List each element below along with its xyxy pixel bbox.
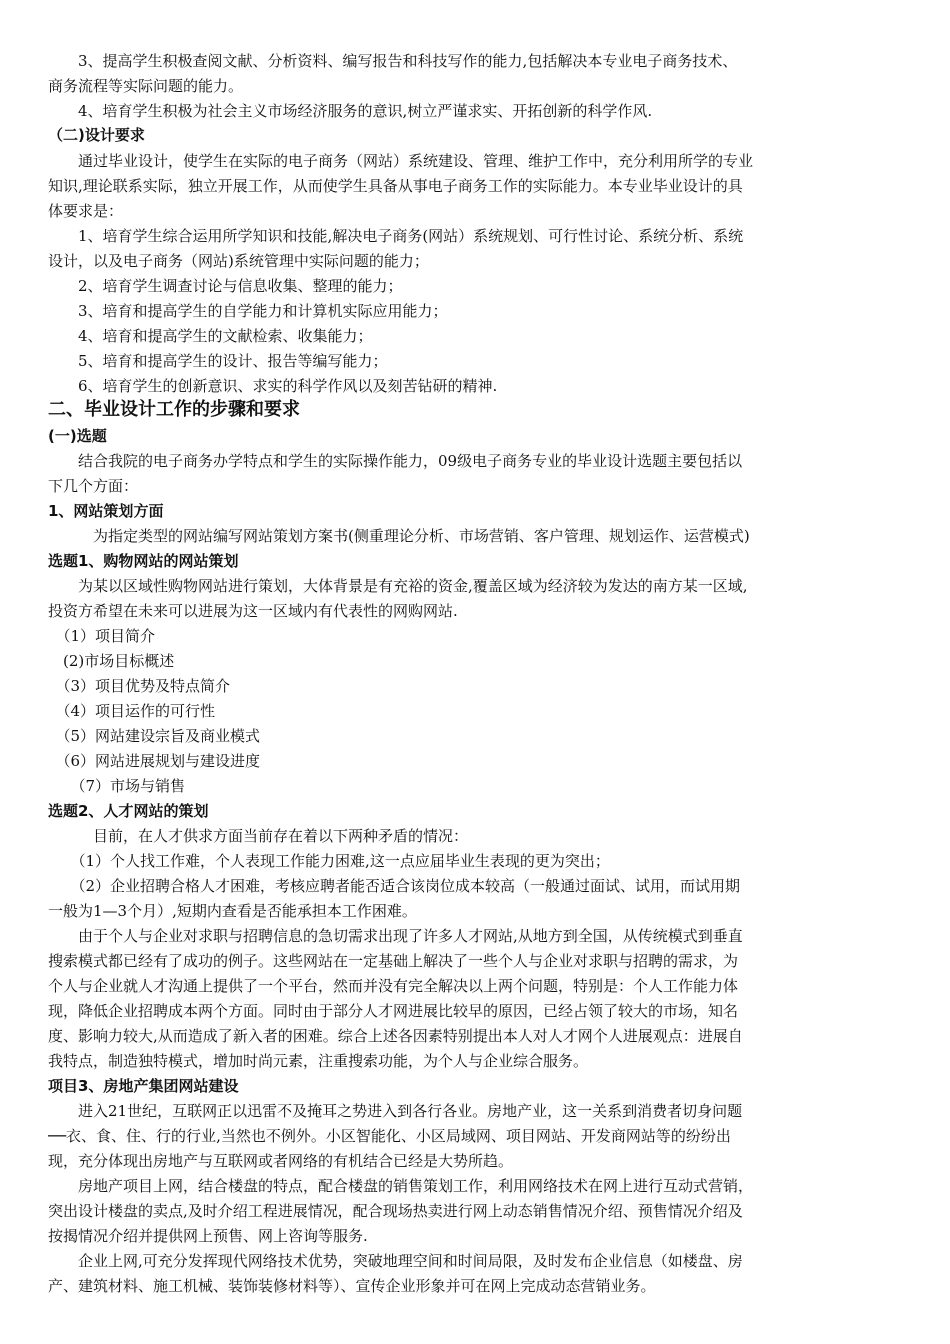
text-line: 进入21世纪，互联网正以迅雷不及掩耳之势进入到各行各业。房地产业，这一关系到消费者切身问题 [48,1102,743,1120]
text-line: 由于个人与企业对求职与招聘信息的急切需求出现了许多人才网站,从地方到全国，从传统模式到垂直 [48,927,743,945]
text-line: 目前，在人才供求方面当前存在着以下两种矛盾的情况： [48,827,469,845]
text-line: 通过毕业设计，使学生在实际的电子商务（网站）系统建设、管理、维护工作中，充分利用所学的专业 [48,152,754,170]
text-line: 体要求是： [48,202,124,220]
list-item: （4）项目运作的可行性 [48,702,216,720]
section-heading: （二)设计要求 [48,126,145,144]
section-heading: (一)选题 [48,427,107,445]
text-line: 1、培育学生综合运用所学知识和技能,解决电子商务(网站）系统规划、可行性讨论、系统分析、系统 [48,227,744,245]
text-line: 为指定类型的网站编写网站策划方案书(侧重理论分析、市场营销、客户管理、规划运作、运营模式) [48,527,750,545]
chapter-heading: 二、毕业设计工作的步骤和要求 [48,399,300,420]
text-line: 搜索模式都已经有了成功的例子。这些网站在一定基础上解决了一些个人与企业对求职与招聘的需求，为 [48,952,739,970]
text-line: 3、提高学生积极查阅文献、分析资料、编写报告和科技写作的能力,包括解决本专业电子商务技术、 [48,52,738,70]
subsection-heading: 1、网站策划方面 [48,502,164,520]
text-line: 6、培育学生的创新意识、求实的科学作风以及刻苦钻研的精神. [48,377,498,395]
text-line: 为某以区域性购物网站进行策划，大体背景是有充裕的资金,覆盖区域为经济较为发达的南方某一区域, [48,577,748,595]
text-line: 房地产项目上网，结合楼盘的特点，配合楼盘的销售策划工作，利用网络技术在网上进行互动式营销， [48,1177,754,1195]
topic-heading: 选题1、购物网站的网站策划 [48,552,239,570]
text-line: 结合我院的电子商务办学特点和学生的实际操作能力，09级电子商务专业的毕业设计选题主要包括以 [48,452,743,470]
list-item: （1）项目简介 [48,627,156,645]
list-item: （6）网站进展规划与建设进度 [48,752,261,770]
text-line: 个人与企业就人才沟通上提供了一个平台，然而并没有完全解决以上两个问题，特别是：个人工作能力体 [48,977,739,995]
topic-heading: 选题2、人才网站的策划 [48,802,209,820]
text-line: 2、培育学生调查讨论与信息收集、整理的能力； [48,277,403,295]
text-line: 3、培育和提高学生的自学能力和计算机实际应用能力； [48,302,448,320]
text-line: 企业上网,可充分发挥现代网络技术优势，突破地理空间和时间局限，及时发布企业信息（如楼盘、房 [48,1252,743,1270]
text-line: 度、影响力较大,从而造成了新入者的困难。综合上述各因素特别提出本人对人才网个人进展观点：进展自 [48,1027,743,1045]
text-line: 设计，以及电子商务（网站)系统管理中实际问题的能力； [48,252,429,270]
list-item: （3）项目优势及特点简介 [48,677,231,695]
text-line: ──衣、食、住、行的行业,当然也不例外。小区智能化、小区局域网、项目网站、开发商网站等的纷纷出 [48,1127,731,1145]
text-line: 一般为1—3个月）,短期内查看是否能承担本工作困难。 [48,902,417,920]
text-line: 产、建筑材料、施工机械、装饰装修材料等）、宣传企业形象并可在网上完成动态营销业务。 [48,1277,656,1295]
text-line: 突出设计楼盘的卖点,及时介绍工程进展情况，配合现场热卖进行网上动态销售情况介绍、预售情况介绍及 [48,1202,743,1220]
text-line: 4、培育学生积极为社会主义市场经济服务的意识,树立严谨求实、开拓创新的科学作风. [48,102,653,120]
text-line: 我特点，制造独特模式，增加时尚元素，注重搜索功能，为个人与企业综合服务。 [48,1052,589,1070]
text-line: 5、培育和提高学生的设计、报告等编写能力； [48,352,388,370]
list-item: （5）网站建设宗旨及商业模式 [48,727,261,745]
text-line: 4、培育和提高学生的文献检索、收集能力； [48,327,373,345]
text-line: 投资方希望在未来可以进展为这一区域内有代表性的网购网站. [48,602,458,620]
text-line: （2）企业招聘合格人才困难，考核应聘者能否适合该岗位成本较高（一般通过面试、试用，而试用期 [48,877,741,895]
list-item: （7）市场与销售 [48,777,186,795]
text-line: 商务流程等实际问题的能力。 [48,77,244,95]
text-line: 现，充分体现出房地产与互联网或者网络的有机结合已经是大势所趋。 [48,1152,514,1170]
text-line: （1）个人找工作难，个人表现工作能力困难,这一点应届毕业生表现的更为突出； [48,852,610,870]
text-line: 知识,理论联系实际，独立开展工作，从而使学生具备从事电子商务工作的实际能力。本专业毕业设计的具 [48,177,743,195]
list-item: (2)市场目标概述 [48,652,175,670]
text-line: 现，降低企业招聘成本两个方面。同时由于部分人才网进展比较早的原因，已经占领了较大的市场，知名 [48,1002,739,1020]
text-line: 按揭情况介绍并提供网上预售、网上咨询等服务. [48,1227,368,1245]
topic-heading: 项目3、房地产集团网站建设 [48,1077,239,1095]
text-line: 下几个方面： [48,477,139,495]
